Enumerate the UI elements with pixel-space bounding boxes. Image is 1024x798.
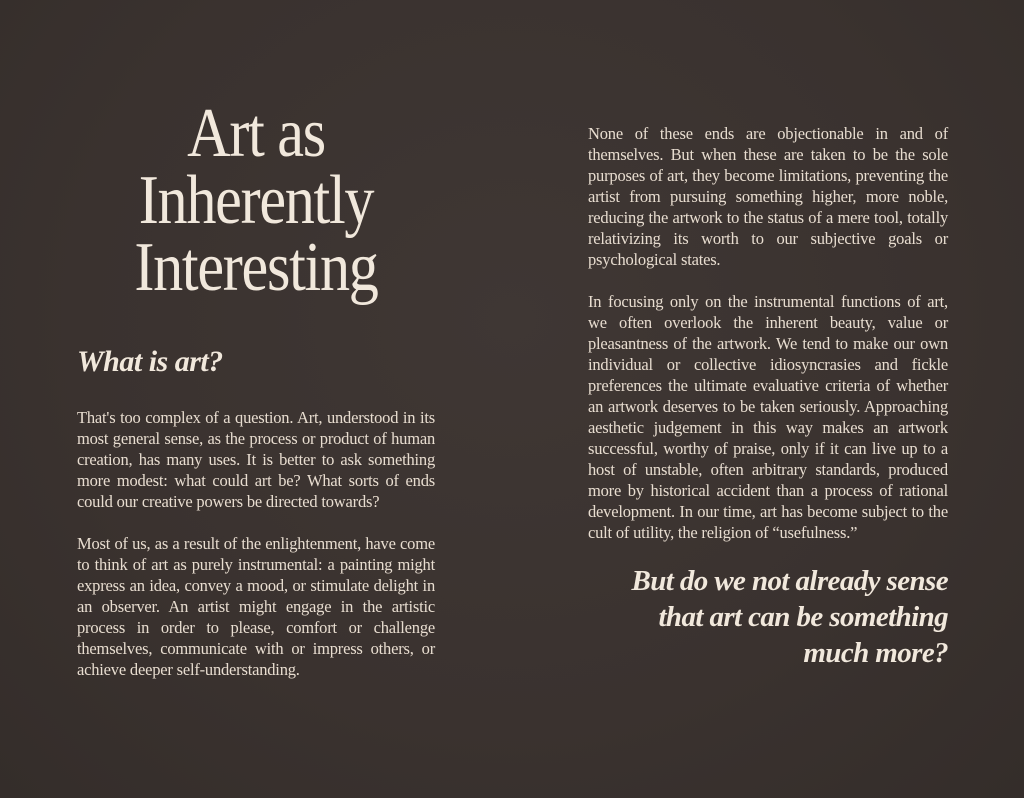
pull-quote-line-3: much more?	[803, 637, 948, 669]
title-line-1: Art as	[187, 95, 325, 172]
right-column	[588, 123, 948, 671]
right-paragraph-2: In focusing only on the instrumental functions of art, we often overlook the inherent beauty, value or pleasantness of the artwork. We tend to make our own individual or collective idiosyncrasies and fickle preferences the ultimate evaluative criteria of whether an artwork deserves to be taken seriously. Approaching aesthetic judgement in this way makes an artwork successful, worthy of praise, only if it can live up to a host of unstable, often arbitrary standards, produced more by historical accident than a process of rational development. In our time, art has become subject to the cult of utility, the religion of “usefulness.”	[588, 292, 948, 542]
subheading: What is art?	[77, 345, 223, 378]
pull-quote-line-2: that art can be something	[658, 601, 948, 633]
page-title	[102, 95, 410, 306]
right-paragraph-1: None of these ends are objectionable in and of themselves. But when these are taken to be the sole purposes of art, they become limitations, preventing the artist from pursuing something higher, more noble, reducing the artwork to the status of a mere tool, totally relativizing its worth to our subjective goals or psychological states.	[588, 124, 948, 269]
title-line-2: Inherently	[138, 162, 374, 239]
left-paragraph-1: That's too complex of a question. Art, understood in its most general sense, as the process or product of human creation, has many uses. It is better to ask something more modest: what could art be? What sorts of ends could our creative powers be directed towards?	[77, 408, 435, 511]
left-column	[77, 95, 435, 680]
pull-quote	[588, 563, 948, 671]
pull-quote-line-1: But do we not already sense	[631, 565, 948, 597]
left-paragraph-2: Most of us, as a result of the enlightenment, have come to think of art as purely instrumental: a painting might express an idea, convey a mood, or stimulate delight in an observer. An artist might engage in the artistic process in order to please, comfort or challenge themselves, communicate with or impress others, or achieve deeper self-understanding.	[77, 534, 435, 679]
title-line-3: Interesting	[134, 229, 378, 306]
